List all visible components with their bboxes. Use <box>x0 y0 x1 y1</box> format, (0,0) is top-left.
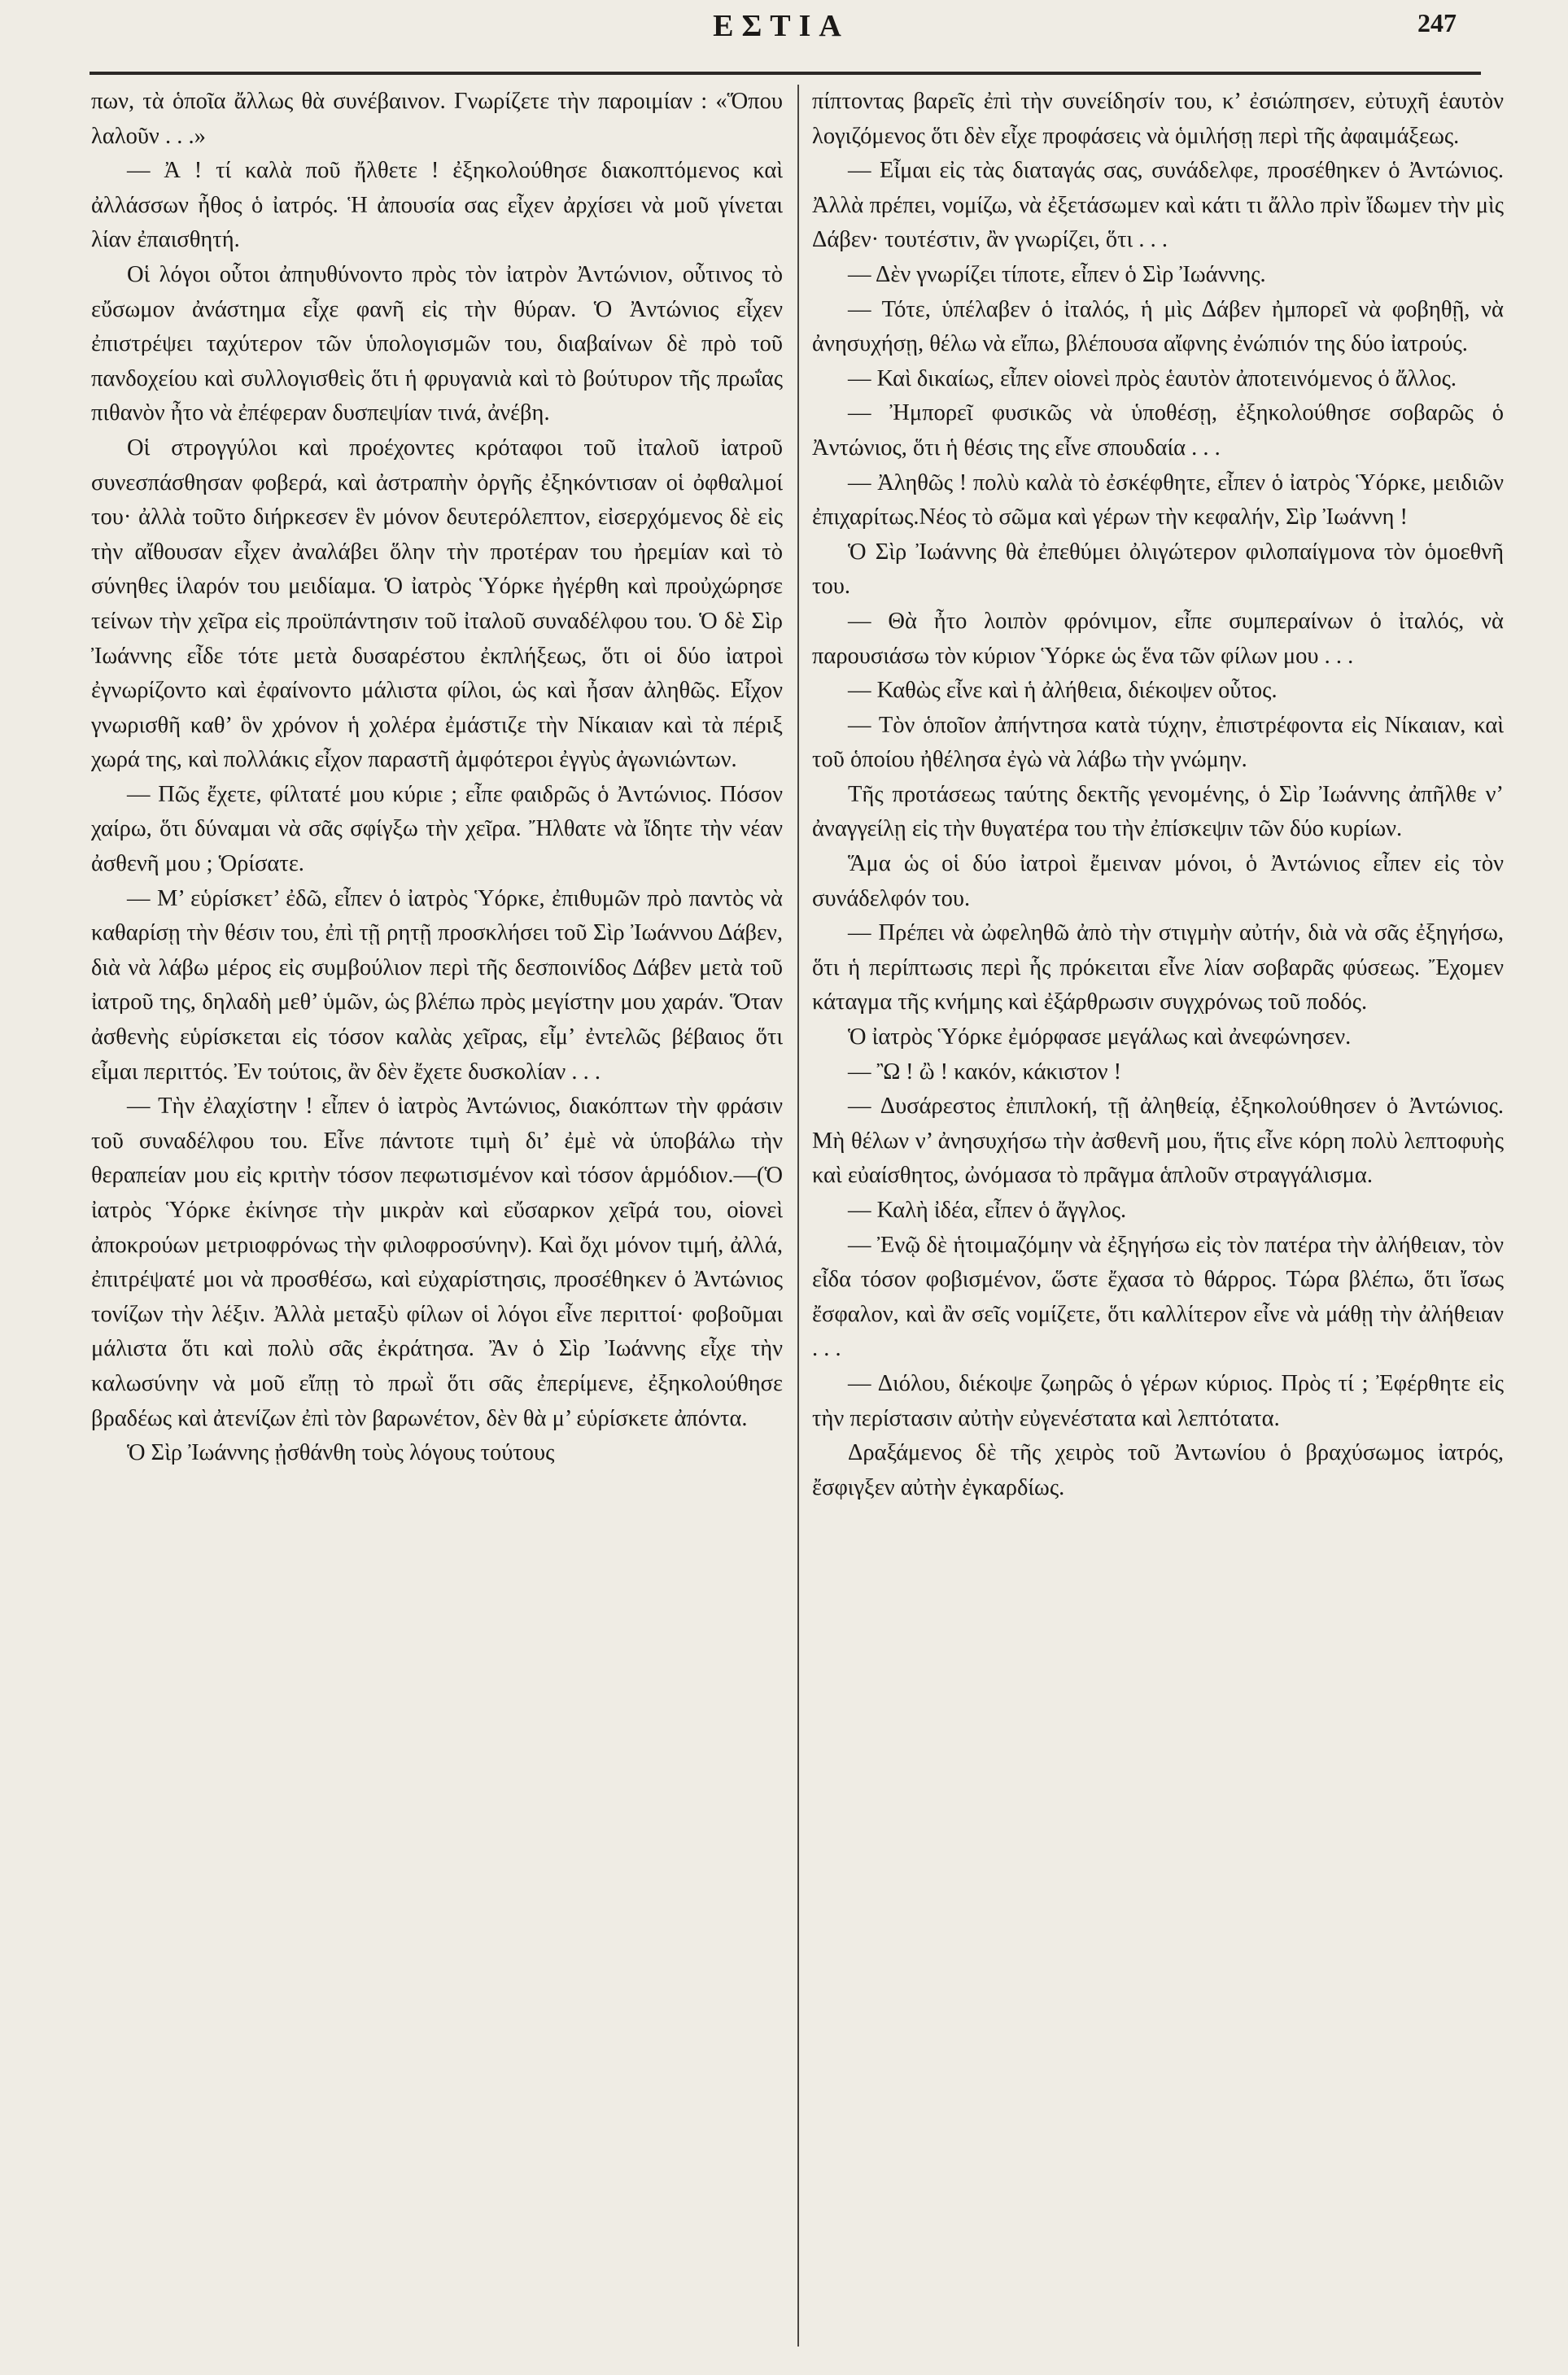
paragraph: — Τὴν ἐλαχίστην ! εἶπεν ὁ ἰατρὸς Ἀντώνιος, διακόπτων τὴν φράσιν τοῦ συναδέλφου του. Εἶνε πάντοτε τιμὴ δι’ ἐμὲ νὰ ὑποβάλω τὴν θεραπείαν μου εἰς κριτὴν τόσον πεφωτισμένον καὶ τόσον ἁρμόδιον.—(Ὁ ἰατρὸς Ὑόρκε ἐκίνησε τὴν μικρὰν καὶ εὔσαρκον χεῖρά του, οἱονεὶ ἀποκρούων μετριοφρόνως τὴν φιλοφροσύνην). Καὶ ὄχι μόνον τιμή, ἀλλά, ἐπιτρέψατέ μοι νὰ προσθέσω, καὶ εὐχαρίστησις, προσέθηκεν ὁ Ἀντώνιος τονίζων τὴν λέξιν. Ἀλλὰ μεταξὺ φίλων οἱ λόγοι εἶνε περιττοί· φοβοῦμαι μάλιστα ὅτι καὶ πολὺ σᾶς ἐκράτησα. Ἂν ὁ Σὶρ Ἰωάννης εἶχε τὴν καλωσύνην νὰ μοῦ εἴπῃ τὸ πρωῒ ὅτι σᾶς ἐπερίμενε, ἐξηκολούθησε βραδέως καὶ ἀτενίζων ἐπὶ τὸν βαρωνέτον, δὲν θὰ μ’ εὑρίσκετε ἀπόντα. <box>91 1094 783 1431</box>
paragraph: — Καὶ δικαίως, εἶπεν οἱονεὶ πρὸς ἑαυτὸν ἀποτεινόμενος ὁ ἄλλος. <box>848 365 1457 391</box>
paragraph: — Δυσάρεστος ἐπιπλοκή, τῇ ἀληθείᾳ, ἐξηκολούθησεν ὁ Ἀντώνιος. Μὴ θέλων ν’ ἀνησυχήσω τὴν ἀσθενῆ μου, ἥτις εἶνε κόρη πολὺ λεπτοφυὴς καὶ εὐαίσθητος, ὠνόμασα τὸ πρᾶγμα ἁπλοῦν στραγγάλισμα. <box>812 1094 1504 1189</box>
paragraph: Οἱ στρογγύλοι καὶ προέχοντες κρόταφοι τοῦ ἰταλοῦ ἰατροῦ συνεσπάσθησαν φοβερά, καὶ ἀστραπὴν ὀργῆς ἐξηκόντισαν οἱ ὀφθαλμοί του· ἀλλὰ τοῦτο διήρκεσεν ἓν μόνον δευτερόλεπτον, εἰσερχόμενος δὲ εἰς τὴν αἴθουσαν εἶχεν ἀναλάβει ὅλην τὴν προτέραν του ἠρεμίαν καὶ τὸ σύνηθες ἱλαρόν του μειδίαμα. Ὁ ἰατρὸς Ὑόρκε ἠγέρθη καὶ προὐχώρησε τείνων τὴν χεῖρα εἰς προϋπάντησιν τοῦ ἰταλοῦ συναδέλφου του. Ὁ δὲ Σὶρ Ἰωάννης εἶδε τότε μετὰ δυσαρέστου ἐκπλήξεως, ὅτι οἱ δύο ἰατροὶ ἐγνωρίζοντο καὶ ἐφαίνοντο μάλιστα φίλοι, ὡς καὶ ἦσαν ἀληθῶς. Εἶχον γνωρισθῆ καθ’ ὃν χρόνον ἡ χολέρα ἐμάστιζε τὴν Νίκαιαν καὶ τὰ πέριξ χωρά της, καὶ πολλάκις εἶχον παραστῆ ἀμφότεροι ἐγγὺς ἀγωνιώντων. <box>91 434 783 773</box>
paragraph: — Διόλου, διέκοψε ζωηρῶς ὁ γέρων κύριος. Πρὸς τί ; Ἐφέρθητε εἰς τὴν περίστασιν αὐτὴν εὐγενέστατα καὶ λεπτότατα. <box>812 1370 1504 1431</box>
paragraph: — Τὸν ὁποῖον ἀπήντησα κατὰ τύχην, ἐπιστρέφοντα εἰς Νίκαιαν, καὶ τοῦ ὁποίου ἠθέλησα ἐγὼ νὰ λάβω τὴν γνώμην. <box>812 712 1504 773</box>
paragraph: — Ὢ ! ὢ ! κακόν, κάκιστον ! <box>848 1059 1122 1085</box>
paragraph: Ὁ Σὶρ Ἰωάννης ᾐσθάνθη τοὺς λόγους τούτους <box>127 1440 555 1466</box>
paragraph: — Καθὼς εἶνε καὶ ἡ ἀλήθεια, διέκοψεν οὗτος. <box>848 678 1278 704</box>
paragraph: — Τότε, ὑπέλαβεν ὁ ἰταλός, ἡ μὶς Δάβεν ἠμπορεῖ νὰ φοβηθῇ, νὰ ἀνησυχήσῃ, θέλω νὰ εἴπω, βλέπουσα αἴφνης ἐνώπιόν της δύο ἰατρούς. <box>812 296 1504 357</box>
paragraph: — Πῶς ἔχετε, φίλτατέ μου κύριε ; εἶπε φαιδρῶς ὁ Ἀντώνιος. Πόσον χαίρω, ὅτι δύναμαι νὰ σᾶς σφίγξω τὴν χεῖρα. Ἤλθατε νὰ ἴδητε τὴν νέαν ἀσθενῆ μου ; Ὁρίσατε. <box>91 781 783 877</box>
column-divider <box>797 85 799 2347</box>
paragraph: — Μ’ εὑρίσκετ’ ἐδῶ, εἶπεν ὁ ἰατρὸς Ὑόρκε, ἐπιθυμῶν πρὸ παντὸς νὰ καθαρίσῃ τὴν θέσιν του, ἐπὶ τῇ ρητῇ προσκλήσει τοῦ Σὶρ Ἰωάννου Δάβεν, διὰ νὰ λάβω μέρος εἰς συμβούλιον περὶ τῆς δεσποινίδος Δάβεν μετὰ τοῦ ἰατροῦ της, δηλαδὴ μεθ’ ὑμῶν, ὡς βλέπω πρὸς μεγίστην μου χαράν. Ὅταν ἀσθενὴς εὑρίσκεται εἰς τόσον καλὰς χεῖρας, εἶμ’ ἐντελῶς βέβαιος ὅτι εἶμαι περιττός. Ἐν τούτοις, ἂν δὲν ἔχετε δυσκολίαν . . . <box>91 885 783 1085</box>
paragraph: πων, τὰ ὁποῖα ἄλλως θὰ συνέβαινον. Γνωρίζετε τὴν παροιμίαν : «Ὅπου λαλοῦν . . .» <box>91 89 783 149</box>
paragraph: Ὁ ἰατρὸς Ὑόρκε ἐμόρφασε μεγάλως καὶ ἀνεφώνησεν. <box>848 1024 1352 1050</box>
paragraph: — Ἐνῷ δὲ ἡτοιμαζόμην νὰ ἐξηγήσω εἰς τὸν πατέρα τὴν ἀλήθειαν, τὸν εἶδα τόσον φοβισμένον, ὥστε ἔχασα τὸ θάρρος. Τώρα βλέπω, ὅτι ἴσως ἔσφαλον, καὶ ἂν σεῖς νομίζετε, ὅτι καλλίτερον εἶνε νὰ μάθῃ τὴν ἀλήθειαν . . . <box>812 1232 1504 1362</box>
paragraph: — Δὲν γνωρίζει τίποτε, εἶπεν ὁ Σὶρ Ἰωάννης. <box>848 261 1266 287</box>
paragraph: Ὁ Σὶρ Ἰωάννης θὰ ἐπεθύμει ὀλιγώτερον φιλοπαίγμονα τὸν ὁμοεθνῆ του. <box>812 539 1504 600</box>
right-column <box>812 85 1504 2359</box>
paragraph: — Πρέπει νὰ ὠφεληθῶ ἀπὸ τὴν στιγμὴν αὐτήν, διὰ νὰ σᾶς ἐξηγήσω, ὅτι ἡ περίπτωσις περὶ ἧς πρόκειται εἶνε λίαν σοβαρᾶς φύσεως. Ἔχομεν κάταγμα τῆς κνήμης καὶ ἐξάρθρωσιν συγχρόνως τοῦ ποδός. <box>812 920 1504 1015</box>
paragraph: — Ἀληθῶς ! πολὺ καλὰ τὸ ἐσκέφθητε, εἶπεν ὁ ἰατρὸς Ὑόρκε, μειδιῶν ἐπιχαρίτως.Νέος τὸ σῶμα καὶ γέρων τὴν κεφαλήν, Σὶρ Ἰωάννη ! <box>812 469 1504 530</box>
left-column <box>91 85 783 2359</box>
paragraph: — Θὰ ἦτο λοιπὸν φρόνιμον, εἶπε συμπεραίνων ὁ ἰταλός, νὰ παρουσιάσω τὸν κύριον Ὑόρκε ὡς ἕνα τῶν φίλων μου . . . <box>812 608 1504 669</box>
paragraph: Δραξάμενος δὲ τῆς χειρὸς τοῦ Ἀντωνίου ὁ βραχύσωμος ἰατρός, ἔσφιγξεν αὐτὴν ἐγκαρδίως. <box>812 1440 1504 1500</box>
paragraph: Οἱ λόγοι οὗτοι ἀπηυθύνοντο πρὸς τὸν ἰατρὸν Ἀντώνιον, οὗτινος τὸ εὔσωμον ἀνάστημα εἶχε φανῆ εἰς τὴν θύραν. Ὁ Ἀντώνιος εἶχεν ἐπιστρέψει ταχύτερον τῶν ὑπολογισμῶν του, διαβαίνων δὲ πρὸ τοῦ πανδοχείου καὶ συλλογισθεὶς ὅτι ἡ φρυγανιὰ καὶ τὸ βούτυρον τῆς πρωΐας πιθανὸν ἦτο νὰ ἐπέφεραν δυσπεψίαν τινά, ἀνέβη. <box>91 261 783 426</box>
paragraph: — Εἶμαι εἰς τὰς διαταγάς σας, συνάδελφε, προσέθηκεν ὁ Ἀντώνιος. Ἀλλὰ πρέπει, νομίζω, νὰ ἐξετάσωμεν καὶ κάτι τι ἄλλο πρὶν ἴδωμεν τὴν μὶς Δάβεν· τουτέστιν, ἂν γνωρίζει, ὅτι . . . <box>812 158 1504 253</box>
paragraph: Ἅμα ὡς οἱ δύο ἰατροὶ ἔμειναν μόνοι, ὁ Ἀντώνιος εἶπεν εἰς τὸν συνάδελφόν του. <box>812 851 1504 911</box>
paragraph: — Ἀ ! τί καλὰ ποῦ ἤλθετε ! ἐξηκολούθησε διακοπτόμενος καὶ ἀλλάσσων ἦθος ὁ ἰατρός. Ἡ ἀπουσία σας εἶχεν ἀρχίσει νὰ μοῦ γίνεται λίαν ἐπαισθητή. <box>91 158 783 253</box>
header-rule <box>90 72 1481 75</box>
page-number: 247 <box>1417 8 1457 37</box>
page-header <box>90 0 1473 52</box>
paragraph: — Ἠμπορεῖ φυσικῶς νὰ ὑποθέσῃ, ἐξηκολούθησε σοβαρῶς ὁ Ἀντώνιος, ὅτι ἡ θέσις της εἶνε σπουδαία . . . <box>812 400 1504 461</box>
paragraph: πίπτοντας βαρεῖς ἐπὶ τὴν συνείδησίν του, κ’ ἐσιώπησεν, εὐτυχῆ ἑαυτὸν λογιζόμενος ὅτι δὲν εἶχε προφάσεις νὰ ὁμιλήσῃ περὶ τῆς ἀφαιμάξεως. <box>812 89 1504 149</box>
paragraph: — Καλὴ ἰδέα, εἶπεν ὁ ἄγγλος. <box>848 1198 1127 1223</box>
paragraph: Τῆς προτάσεως ταύτης δεκτῆς γενομένης, ὁ Σὶρ Ἰωάννης ἀπῆλθε ν’ ἀναγγείλῃ εἰς τὴν θυγατέρα του τὴν ἐπίσκεψιν τῶν δύο κυρίων. <box>812 781 1504 842</box>
journal-title: ΕΣΤΙΑ <box>713 9 850 43</box>
